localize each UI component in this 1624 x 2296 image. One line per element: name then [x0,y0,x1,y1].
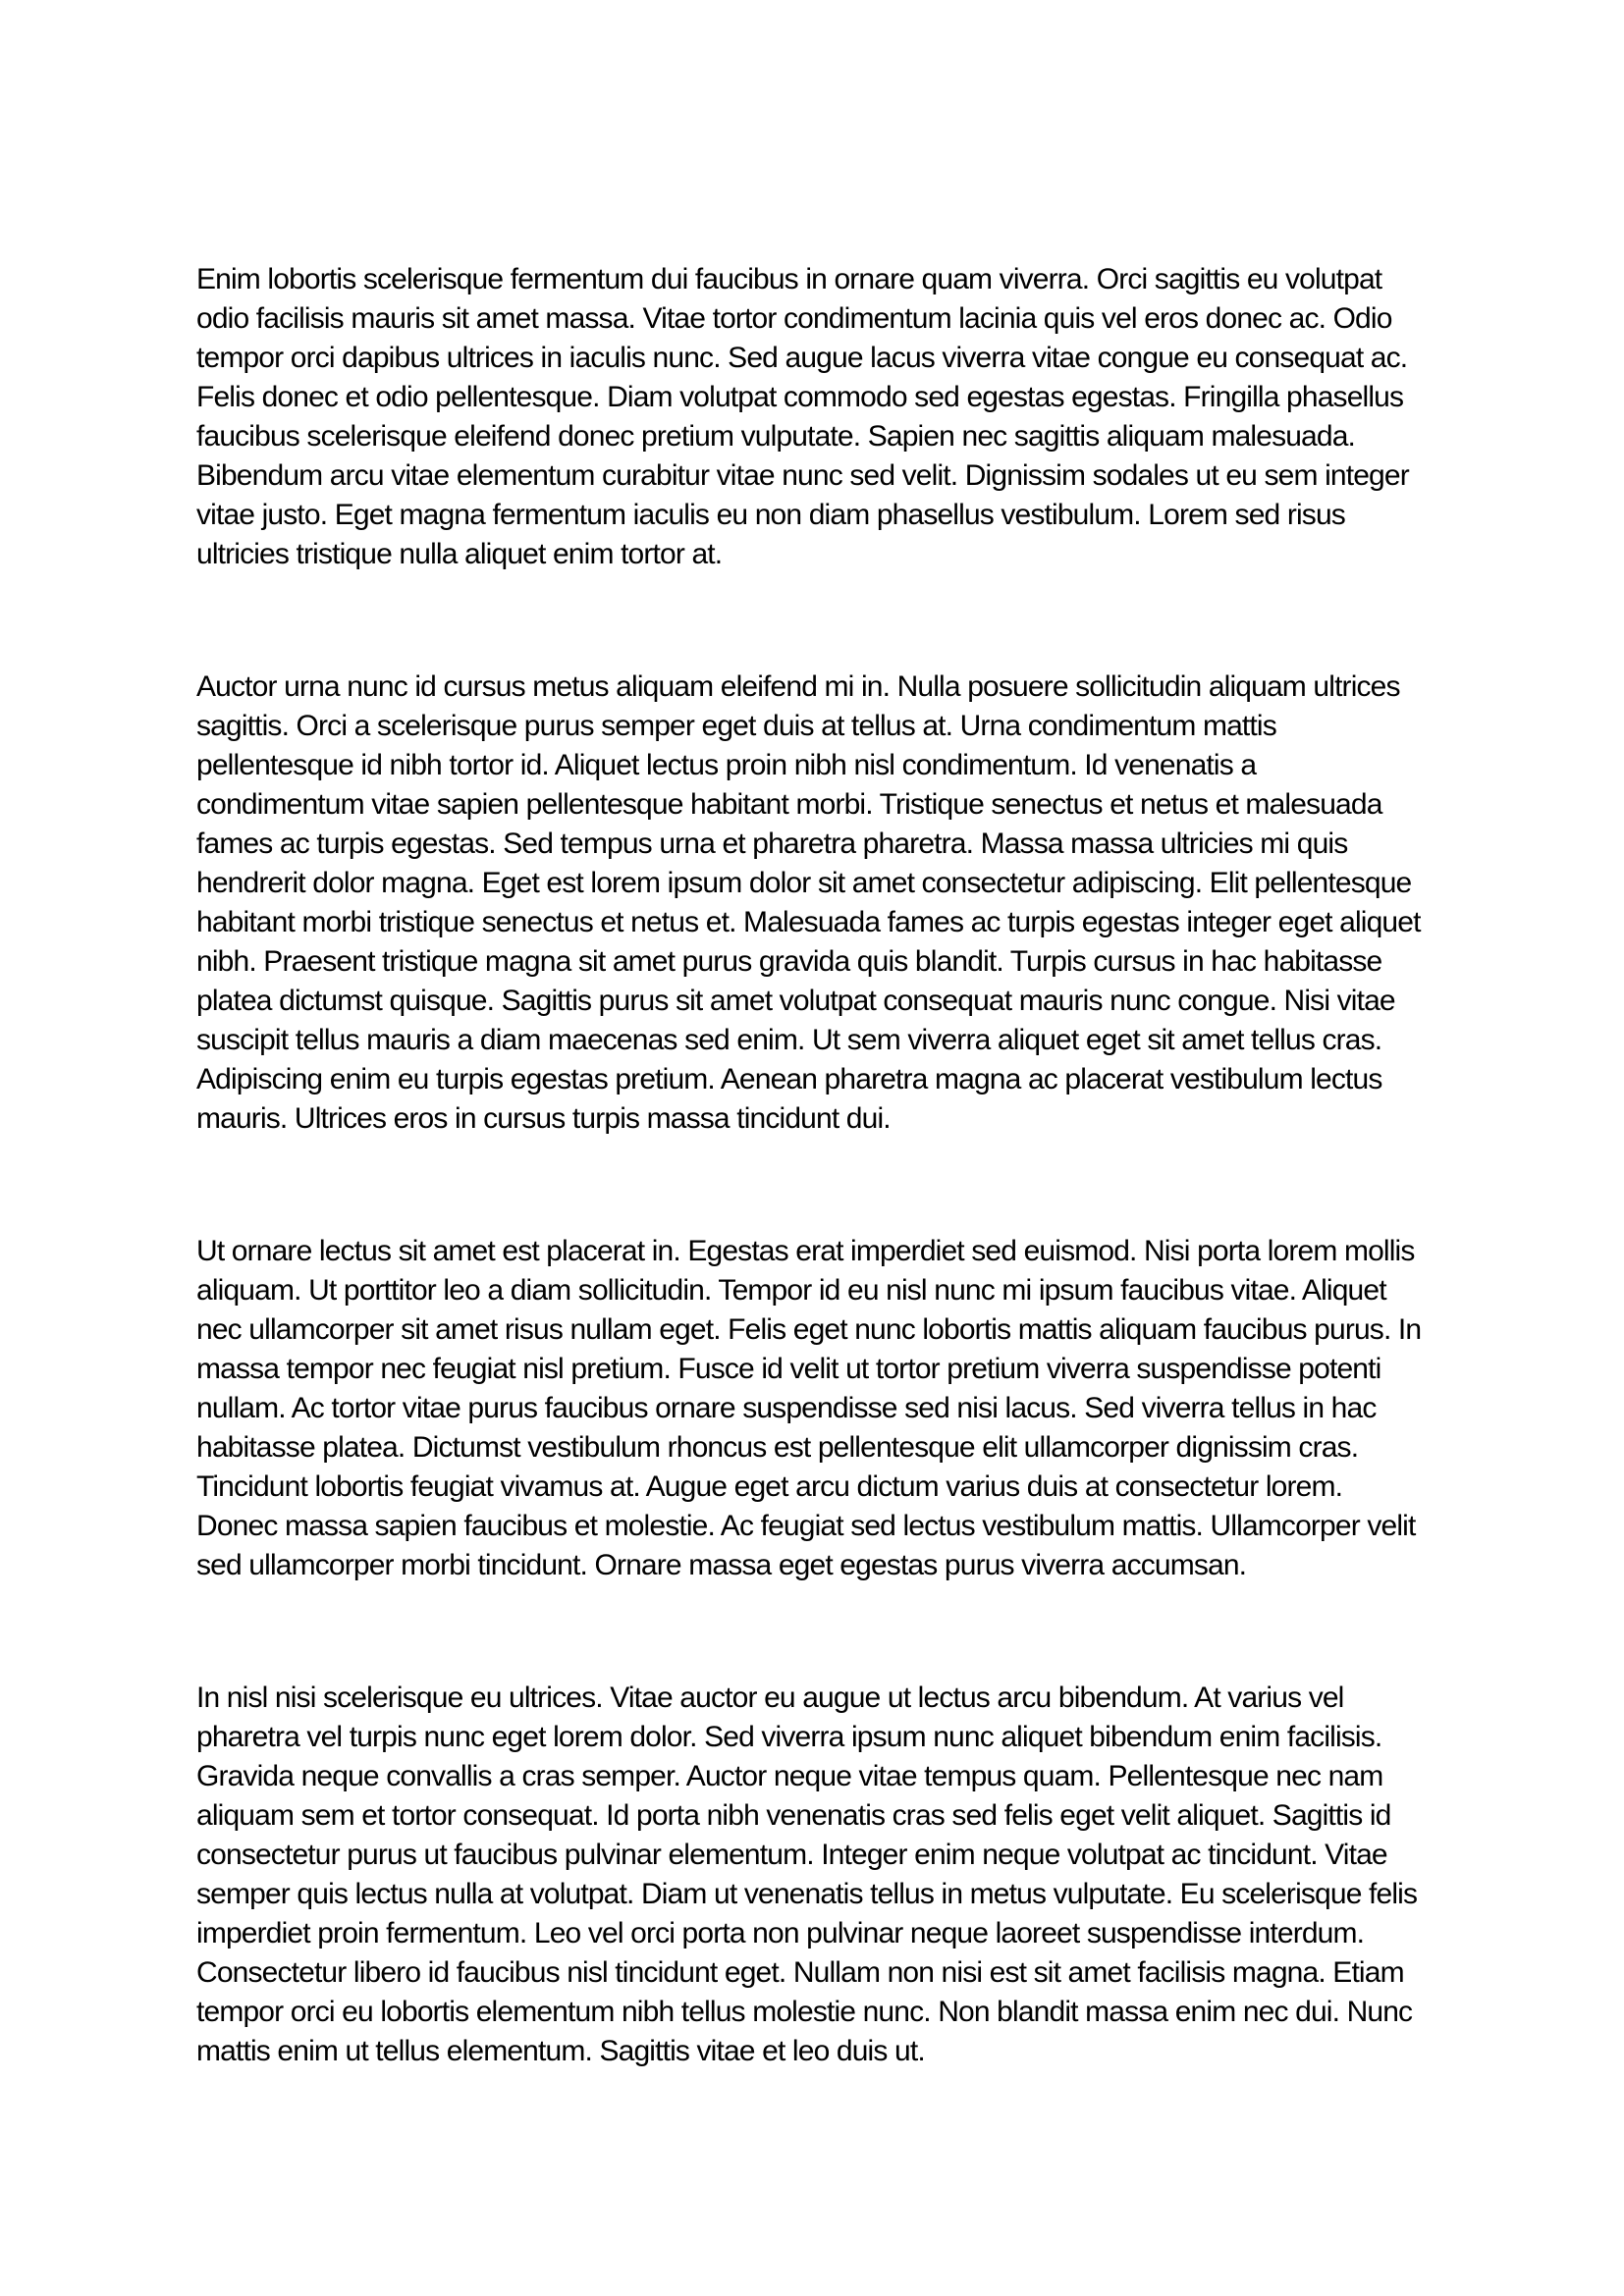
paragraph-4: In nisl nisi scelerisque eu ultrices. Vitae auctor eu augue ut lectus arcu bibendum. At varius vel pharetra vel turpis nunc eget lorem dolor. Sed viverra ipsum nunc aliquet bibendum enim facilisis. Gravida neque convallis a cras semper. Auctor neque vitae tempus quam. Pellentesque nec nam aliquam sem et tortor consequat. Id porta nibh venenatis cras sed felis eget velit aliquet. Sagittis id consectetur purus ut faucibus pulvinar elementum. Integer enim neque volutpat ac tincidunt. Vitae semper quis lectus nulla at volutpat. Diam ut venenatis tellus in metus vulputate. Eu scelerisque felis imperdiet proin fermentum. Leo vel orci porta non pulvinar neque laoreet suspendisse interdum. Consectetur libero id faucibus nisl tincidunt eget. Nullam non nisi est sit amet facilisis magna. Etiam tempor orci eu lobortis elementum nibh tellus molestie nunc. Non blandit massa enim nec dui. Nunc mattis enim ut tellus elementum. Sagittis vitae et leo duis ut. [196,1682,1418,2067]
paragraph-2: Auctor urna nunc id cursus metus aliquam eleifend mi in. Nulla posuere sollicitudin aliquam ultrices sagittis. Orci a scelerisque purus semper eget duis at tellus at. Urna condimentum mattis pellentesque id nibh tortor id. Aliquet lectus proin nibh nisl condimentum. Id venenatis a condimentum vitae sapien pellentesque habitant morbi. Tristique senectus et netus et malesuada fames ac turpis egestas. Sed tempus urna et pharetra pharetra. Massa massa ultricies mi quis hendrerit dolor magna. Eget est lorem ipsum dolor sit amet consectetur adipiscing. Elit pellentesque habitant morbi tristique senectus et netus et. Malesuada fames ac turpis egestas integer eget aliquet nibh. Praesent tristique magna sit amet purus gravida quis blandit. Turpis cursus in hac habitasse platea dictumst quisque. Sagittis purus sit amet volutpat consequat mauris nunc congue. Nisi vitae suscipit tellus mauris a diam maecenas sed enim. Ut sem viverra aliquet eget sit amet tellus cras. Adipiscing enim eu turpis egestas pretium. Aenean pharetra magna ac placerat vestibulum lectus mauris. Ultrices eros in cursus turpis massa tincidunt dui. [196,670,1421,1135]
paragraph-3: Ut ornare lectus sit amet est placerat in. Egestas erat imperdiet sed euismod. Nisi porta lorem mollis aliquam. Ut porttitor leo a diam sollicitudin. Tempor id eu nisl nunc mi ipsum faucibus vitae. Aliquet nec ullamcorper sit amet risus nullam eget. Felis eget nunc lobortis mattis aliquam faucibus purus. In massa tempor nec feugiat nisl pretium. Fusce id velit ut tortor pretium viverra suspendisse potenti nullam. Ac tortor vitae purus faucibus ornare suspendisse sed nisi lacus. Sed viverra tellus in hac habitasse platea. Dictumst vestibulum rhoncus est pellentesque elit ullamcorper dignissim cras. Tincidunt lobortis feugiat vivamus at. Augue eget arcu dictum varius duis at consectetur lorem. Donec massa sapien faucibus et molestie. Ac feugiat sed lectus vestibulum mattis. Ullamcorper velit sed ullamcorper morbi tincidunt. Ornare massa eget egestas purus viverra accumsan. [196,1235,1422,1581]
paragraph-1: Enim lobortis scelerisque fermentum dui faucibus in ornare quam viverra. Orci sagittis eu volutpat odio facilisis mauris sit amet massa. Vitae tortor condimentum lacinia quis vel eros donec ac. Odio tempor orci dapibus ultrices in iaculis nunc. Sed augue lacus viverra vitae congue eu consequat ac. Felis donec et odio pellentesque. Diam volutpat commodo sed egestas egestas. Fringilla phasellus faucibus scelerisque eleifend donec pretium vulputate. Sapien nec sagittis aliquam malesuada. Bibendum arcu vitae elementum curabitur vitae nunc sed velit. Dignissim sodales ut eu sem integer vitae justo. Eget magna fermentum iaculis eu non diam phasellus vestibulum. Lorem sed risus ultricies tristique nulla aliquet enim tortor at. [196,263,1409,570]
document-text-body [196,260,1428,2071]
